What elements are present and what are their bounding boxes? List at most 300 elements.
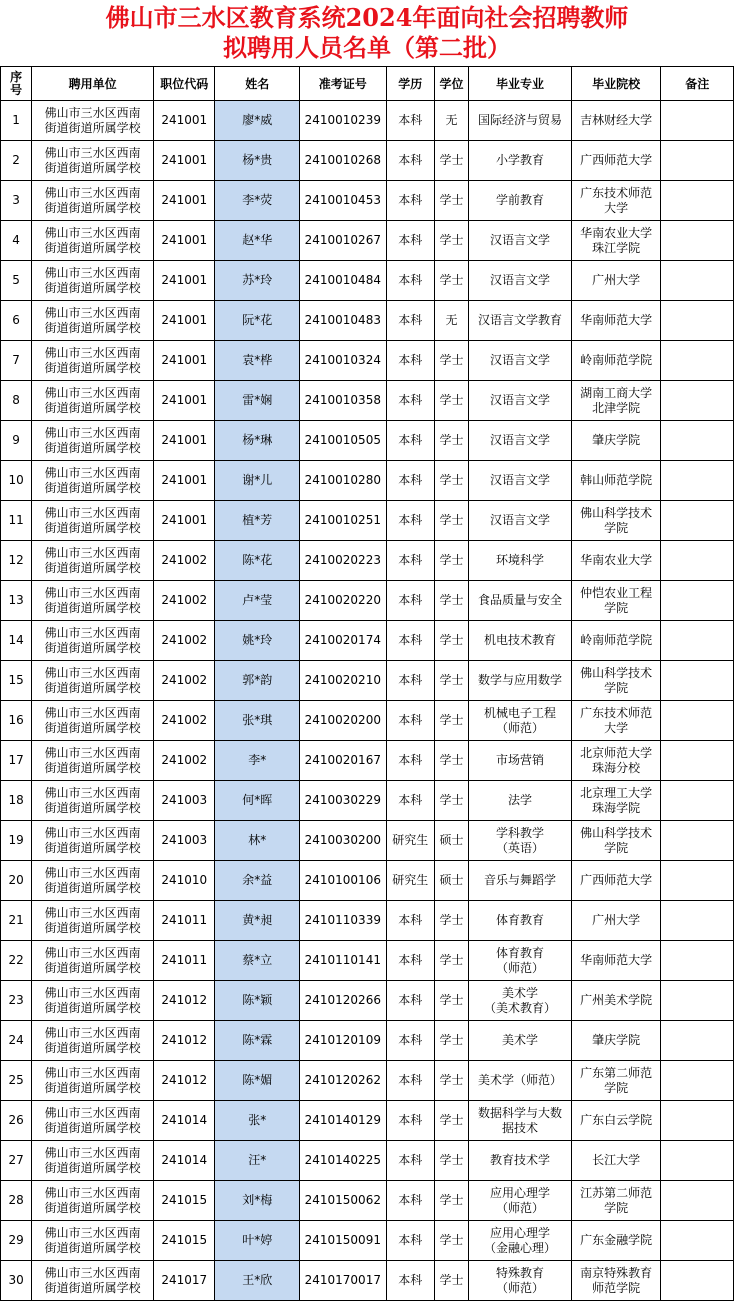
cell-unit: 佛山市三水区西南 街道街道所属学校 xyxy=(32,1101,154,1141)
cell-name: 林* xyxy=(215,821,300,861)
cell-major: 汉语言文学 xyxy=(469,261,572,301)
cell-name: 蔡*立 xyxy=(215,941,300,981)
table-row xyxy=(1,1101,734,1141)
cell-school: 吉林财经大学 xyxy=(571,101,661,141)
cell-no: 1 xyxy=(1,101,32,141)
cell-major: 机械电子工程 （师范） xyxy=(469,701,572,741)
cell-school: 韩山师范学院 xyxy=(571,461,661,501)
cell-name: 汪* xyxy=(215,1141,300,1181)
cell-unit: 佛山市三水区西南 街道街道所属学校 xyxy=(32,901,154,941)
title-line-2: 拟聘用人员名单（第二批） xyxy=(223,33,511,62)
cell-no: 19 xyxy=(1,821,32,861)
table-row xyxy=(1,821,734,861)
cell-note xyxy=(661,581,734,621)
table-row xyxy=(1,181,734,221)
cell-no: 25 xyxy=(1,1061,32,1101)
table-row xyxy=(1,1181,734,1221)
cell-major: 汉语言文学 xyxy=(469,221,572,261)
table-row xyxy=(1,1141,734,1181)
cell-school: 佛山科学技术 学院 xyxy=(571,821,661,861)
cell-note xyxy=(661,981,734,1021)
cell-major: 汉语言文学教育 xyxy=(469,301,572,341)
header-unit: 聘用单位 xyxy=(32,67,154,101)
cell-school: 北京理工大学 珠海学院 xyxy=(571,781,661,821)
table-row xyxy=(1,901,734,941)
cell-exam-id: 2410010484 xyxy=(300,261,387,301)
cell-name: 黄*昶 xyxy=(215,901,300,941)
cell-exam-id: 2410120262 xyxy=(300,1061,387,1101)
cell-unit: 佛山市三水区西南 街道街道所属学校 xyxy=(32,461,154,501)
cell-name: 余*益 xyxy=(215,861,300,901)
cell-code: 241001 xyxy=(154,221,215,261)
cell-education: 本科 xyxy=(386,1181,434,1221)
cell-no: 12 xyxy=(1,541,32,581)
cell-major: 体育教育 （师范） xyxy=(469,941,572,981)
cell-exam-id: 2410010280 xyxy=(300,461,387,501)
cell-note xyxy=(661,741,734,781)
cell-school: 华南师范大学 xyxy=(571,941,661,981)
cell-note xyxy=(661,861,734,901)
cell-name: 雷*娴 xyxy=(215,381,300,421)
cell-note xyxy=(661,1221,734,1261)
header-education: 学历 xyxy=(386,67,434,101)
cell-degree: 学士 xyxy=(434,1101,468,1141)
cell-exam-id: 2410020200 xyxy=(300,701,387,741)
cell-degree: 无 xyxy=(434,101,468,141)
cell-education: 本科 xyxy=(386,301,434,341)
cell-note xyxy=(661,141,734,181)
cell-major: 美术学 xyxy=(469,1021,572,1061)
cell-school: 北京师范大学 珠海分校 xyxy=(571,741,661,781)
cell-exam-id: 2410010267 xyxy=(300,221,387,261)
cell-degree: 学士 xyxy=(434,1181,468,1221)
cell-exam-id: 2410170017 xyxy=(300,1261,387,1301)
cell-note xyxy=(661,541,734,581)
cell-degree: 学士 xyxy=(434,781,468,821)
cell-no: 17 xyxy=(1,741,32,781)
cell-name: 杨*琳 xyxy=(215,421,300,461)
table-row xyxy=(1,1221,734,1261)
cell-unit: 佛山市三水区西南 街道街道所属学校 xyxy=(32,101,154,141)
cell-exam-id: 2410020174 xyxy=(300,621,387,661)
cell-education: 本科 xyxy=(386,501,434,541)
cell-name: 卢*莹 xyxy=(215,581,300,621)
cell-degree: 硕士 xyxy=(434,821,468,861)
table-row xyxy=(1,461,734,501)
table-row xyxy=(1,541,734,581)
cell-education: 本科 xyxy=(386,181,434,221)
cell-unit: 佛山市三水区西南 街道街道所属学校 xyxy=(32,301,154,341)
cell-name: 苏*玲 xyxy=(215,261,300,301)
cell-unit: 佛山市三水区西南 街道街道所属学校 xyxy=(32,941,154,981)
cell-unit: 佛山市三水区西南 街道街道所属学校 xyxy=(32,341,154,381)
cell-code: 241001 xyxy=(154,181,215,221)
cell-exam-id: 2410020220 xyxy=(300,581,387,621)
cell-name: 何*晖 xyxy=(215,781,300,821)
cell-education: 本科 xyxy=(386,461,434,501)
cell-unit: 佛山市三水区西南 街道街道所属学校 xyxy=(32,541,154,581)
cell-code: 241010 xyxy=(154,861,215,901)
cell-degree: 学士 xyxy=(434,141,468,181)
cell-unit: 佛山市三水区西南 街道街道所属学校 xyxy=(32,741,154,781)
cell-code: 241002 xyxy=(154,541,215,581)
cell-name: 王*欣 xyxy=(215,1261,300,1301)
header-row xyxy=(1,67,734,101)
table-row xyxy=(1,1261,734,1301)
cell-no: 5 xyxy=(1,261,32,301)
table-row xyxy=(1,421,734,461)
cell-exam-id: 2410010358 xyxy=(300,381,387,421)
cell-education: 研究生 xyxy=(386,861,434,901)
cell-note xyxy=(661,661,734,701)
cell-note xyxy=(661,221,734,261)
cell-school: 湖南工商大学 北津学院 xyxy=(571,381,661,421)
cell-name: 叶*婷 xyxy=(215,1221,300,1261)
cell-exam-id: 2410100106 xyxy=(300,861,387,901)
cell-no: 4 xyxy=(1,221,32,261)
cell-unit: 佛山市三水区西南 街道街道所属学校 xyxy=(32,501,154,541)
cell-unit: 佛山市三水区西南 街道街道所属学校 xyxy=(32,981,154,1021)
cell-unit: 佛山市三水区西南 街道街道所属学校 xyxy=(32,701,154,741)
cell-exam-id: 2410010483 xyxy=(300,301,387,341)
table-row xyxy=(1,381,734,421)
cell-education: 本科 xyxy=(386,141,434,181)
cell-code: 241012 xyxy=(154,1061,215,1101)
cell-note xyxy=(661,461,734,501)
cell-code: 241003 xyxy=(154,781,215,821)
cell-note xyxy=(661,421,734,461)
cell-education: 研究生 xyxy=(386,821,434,861)
cell-name: 姚*玲 xyxy=(215,621,300,661)
cell-name: 袁*桦 xyxy=(215,341,300,381)
cell-major: 音乐与舞蹈学 xyxy=(469,861,572,901)
cell-code: 241011 xyxy=(154,941,215,981)
candidate-table xyxy=(0,66,734,1301)
cell-no: 2 xyxy=(1,141,32,181)
cell-code: 241002 xyxy=(154,661,215,701)
cell-code: 241002 xyxy=(154,621,215,661)
cell-code: 241014 xyxy=(154,1101,215,1141)
table-row xyxy=(1,101,734,141)
table-row xyxy=(1,981,734,1021)
cell-unit: 佛山市三水区西南 街道街道所属学校 xyxy=(32,181,154,221)
cell-no: 3 xyxy=(1,181,32,221)
cell-major: 汉语言文学 xyxy=(469,381,572,421)
cell-name: 阮*花 xyxy=(215,301,300,341)
table-row xyxy=(1,781,734,821)
cell-exam-id: 2410030200 xyxy=(300,821,387,861)
cell-no: 26 xyxy=(1,1101,32,1141)
cell-name: 廖*威 xyxy=(215,101,300,141)
table-row xyxy=(1,701,734,741)
table-row xyxy=(1,741,734,781)
cell-degree: 学士 xyxy=(434,1221,468,1261)
cell-education: 本科 xyxy=(386,981,434,1021)
cell-major: 学前教育 xyxy=(469,181,572,221)
cell-education: 本科 xyxy=(386,221,434,261)
cell-degree: 学士 xyxy=(434,221,468,261)
cell-no: 30 xyxy=(1,1261,32,1301)
table-row xyxy=(1,341,734,381)
cell-education: 本科 xyxy=(386,261,434,301)
cell-major: 教育技术学 xyxy=(469,1141,572,1181)
cell-school: 广西师范大学 xyxy=(571,141,661,181)
cell-major: 汉语言文学 xyxy=(469,461,572,501)
cell-exam-id: 2410110141 xyxy=(300,941,387,981)
cell-degree: 学士 xyxy=(434,341,468,381)
cell-school: 广东技术师范 大学 xyxy=(571,181,661,221)
cell-unit: 佛山市三水区西南 街道街道所属学校 xyxy=(32,381,154,421)
cell-school: 佛山科学技术 学院 xyxy=(571,501,661,541)
cell-education: 本科 xyxy=(386,421,434,461)
cell-code: 241001 xyxy=(154,501,215,541)
cell-degree: 硕士 xyxy=(434,861,468,901)
cell-unit: 佛山市三水区西南 街道街道所属学校 xyxy=(32,221,154,261)
table-row xyxy=(1,301,734,341)
cell-degree: 学士 xyxy=(434,981,468,1021)
cell-note xyxy=(661,1181,734,1221)
cell-school: 广东白云学院 xyxy=(571,1101,661,1141)
cell-name: 植*芳 xyxy=(215,501,300,541)
cell-unit: 佛山市三水区西南 街道街道所属学校 xyxy=(32,1261,154,1301)
cell-code: 241001 xyxy=(154,341,215,381)
cell-exam-id: 2410140129 xyxy=(300,1101,387,1141)
cell-degree: 学士 xyxy=(434,1061,468,1101)
cell-code: 241001 xyxy=(154,421,215,461)
cell-note xyxy=(661,621,734,661)
cell-note xyxy=(661,501,734,541)
cell-no: 9 xyxy=(1,421,32,461)
cell-school: 南京特殊教育 师范学院 xyxy=(571,1261,661,1301)
cell-school: 肇庆学院 xyxy=(571,421,661,461)
cell-degree: 学士 xyxy=(434,581,468,621)
cell-no: 13 xyxy=(1,581,32,621)
cell-degree: 学士 xyxy=(434,901,468,941)
cell-no: 20 xyxy=(1,861,32,901)
table-row xyxy=(1,501,734,541)
cell-degree: 学士 xyxy=(434,541,468,581)
cell-degree: 学士 xyxy=(434,421,468,461)
cell-name: 刘*梅 xyxy=(215,1181,300,1221)
cell-degree: 学士 xyxy=(434,461,468,501)
cell-note xyxy=(661,261,734,301)
cell-unit: 佛山市三水区西南 街道街道所属学校 xyxy=(32,621,154,661)
cell-major: 小学教育 xyxy=(469,141,572,181)
cell-education: 本科 xyxy=(386,101,434,141)
cell-name: 张*琪 xyxy=(215,701,300,741)
cell-school: 长江大学 xyxy=(571,1141,661,1181)
cell-education: 本科 xyxy=(386,581,434,621)
table-row xyxy=(1,581,734,621)
cell-note xyxy=(661,181,734,221)
cell-code: 241015 xyxy=(154,1181,215,1221)
cell-note xyxy=(661,341,734,381)
cell-note xyxy=(661,101,734,141)
cell-name: 赵*华 xyxy=(215,221,300,261)
cell-degree: 学士 xyxy=(434,941,468,981)
cell-major: 食品质量与安全 xyxy=(469,581,572,621)
cell-exam-id: 2410010453 xyxy=(300,181,387,221)
cell-unit: 佛山市三水区西南 街道街道所属学校 xyxy=(32,1221,154,1261)
cell-exam-id: 2410150062 xyxy=(300,1181,387,1221)
header-exam-id: 准考证号 xyxy=(300,67,387,101)
header-degree: 学位 xyxy=(434,67,468,101)
cell-exam-id: 2410020223 xyxy=(300,541,387,581)
cell-school: 仲恺农业工程 学院 xyxy=(571,581,661,621)
cell-no: 6 xyxy=(1,301,32,341)
header-code: 职位代码 xyxy=(154,67,215,101)
cell-code: 241001 xyxy=(154,461,215,501)
cell-education: 本科 xyxy=(386,781,434,821)
cell-name: 郭*韵 xyxy=(215,661,300,701)
cell-exam-id: 2410010324 xyxy=(300,341,387,381)
table-row xyxy=(1,1021,734,1061)
cell-degree: 学士 xyxy=(434,1021,468,1061)
cell-code: 241001 xyxy=(154,101,215,141)
cell-name: 李* xyxy=(215,741,300,781)
cell-code: 241002 xyxy=(154,741,215,781)
cell-name: 杨*贵 xyxy=(215,141,300,181)
cell-degree: 学士 xyxy=(434,181,468,221)
cell-code: 241017 xyxy=(154,1261,215,1301)
cell-no: 7 xyxy=(1,341,32,381)
cell-exam-id: 2410010505 xyxy=(300,421,387,461)
cell-school: 广东第二师范 学院 xyxy=(571,1061,661,1101)
cell-note xyxy=(661,1101,734,1141)
cell-no: 8 xyxy=(1,381,32,421)
cell-degree: 学士 xyxy=(434,741,468,781)
cell-note xyxy=(661,381,734,421)
cell-no: 10 xyxy=(1,461,32,501)
cell-note xyxy=(661,821,734,861)
cell-exam-id: 2410020210 xyxy=(300,661,387,701)
cell-no: 18 xyxy=(1,781,32,821)
cell-unit: 佛山市三水区西南 街道街道所属学校 xyxy=(32,421,154,461)
table-row xyxy=(1,141,734,181)
cell-major: 汉语言文学 xyxy=(469,501,572,541)
cell-no: 21 xyxy=(1,901,32,941)
table-row xyxy=(1,861,734,901)
cell-exam-id: 2410010251 xyxy=(300,501,387,541)
cell-name: 陈*颖 xyxy=(215,981,300,1021)
table-row xyxy=(1,621,734,661)
cell-major: 体育教育 xyxy=(469,901,572,941)
header-no: 序 号 xyxy=(1,67,32,101)
cell-degree: 学士 xyxy=(434,661,468,701)
cell-degree: 学士 xyxy=(434,501,468,541)
cell-no: 22 xyxy=(1,941,32,981)
cell-education: 本科 xyxy=(386,1261,434,1301)
cell-code: 241012 xyxy=(154,1021,215,1061)
cell-school: 肇庆学院 xyxy=(571,1021,661,1061)
cell-school: 广西师范大学 xyxy=(571,861,661,901)
cell-education: 本科 xyxy=(386,741,434,781)
cell-exam-id: 2410010239 xyxy=(300,101,387,141)
cell-no: 28 xyxy=(1,1181,32,1221)
cell-unit: 佛山市三水区西南 街道街道所属学校 xyxy=(32,861,154,901)
cell-education: 本科 xyxy=(386,1221,434,1261)
table-row xyxy=(1,661,734,701)
cell-unit: 佛山市三水区西南 街道街道所属学校 xyxy=(32,1021,154,1061)
cell-code: 241012 xyxy=(154,981,215,1021)
cell-major: 汉语言文学 xyxy=(469,421,572,461)
cell-school: 岭南师范学院 xyxy=(571,621,661,661)
cell-education: 本科 xyxy=(386,701,434,741)
cell-name: 陈*媚 xyxy=(215,1061,300,1101)
cell-no: 11 xyxy=(1,501,32,541)
cell-degree: 学士 xyxy=(434,1141,468,1181)
cell-code: 241003 xyxy=(154,821,215,861)
cell-education: 本科 xyxy=(386,1061,434,1101)
cell-note xyxy=(661,1261,734,1301)
cell-education: 本科 xyxy=(386,621,434,661)
table-row xyxy=(1,261,734,301)
cell-major: 美术学（师范） xyxy=(469,1061,572,1101)
cell-school: 华南师范大学 xyxy=(571,301,661,341)
cell-exam-id: 2410020167 xyxy=(300,741,387,781)
cell-note xyxy=(661,941,734,981)
cell-no: 23 xyxy=(1,981,32,1021)
cell-school: 岭南师范学院 xyxy=(571,341,661,381)
cell-note xyxy=(661,901,734,941)
cell-no: 14 xyxy=(1,621,32,661)
cell-major: 汉语言文学 xyxy=(469,341,572,381)
cell-major: 应用心理学 （师范） xyxy=(469,1181,572,1221)
cell-exam-id: 2410140225 xyxy=(300,1141,387,1181)
cell-education: 本科 xyxy=(386,541,434,581)
cell-name: 李*荧 xyxy=(215,181,300,221)
cell-education: 本科 xyxy=(386,1101,434,1141)
cell-degree: 学士 xyxy=(434,1261,468,1301)
cell-degree: 学士 xyxy=(434,621,468,661)
header-school: 毕业院校 xyxy=(571,67,661,101)
cell-note xyxy=(661,1061,734,1101)
cell-exam-id: 2410110339 xyxy=(300,901,387,941)
cell-code: 241001 xyxy=(154,301,215,341)
cell-school: 广东技术师范 大学 xyxy=(571,701,661,741)
page-title xyxy=(0,0,734,66)
cell-school: 华南农业大学 xyxy=(571,541,661,581)
header-name: 姓名 xyxy=(215,67,300,101)
cell-unit: 佛山市三水区西南 街道街道所属学校 xyxy=(32,821,154,861)
cell-major: 机电技术教育 xyxy=(469,621,572,661)
cell-code: 241015 xyxy=(154,1221,215,1261)
cell-note xyxy=(661,701,734,741)
cell-note xyxy=(661,301,734,341)
cell-name: 谢*儿 xyxy=(215,461,300,501)
cell-name: 陈*霖 xyxy=(215,1021,300,1061)
cell-code: 241014 xyxy=(154,1141,215,1181)
cell-education: 本科 xyxy=(386,381,434,421)
cell-no: 27 xyxy=(1,1141,32,1181)
cell-unit: 佛山市三水区西南 街道街道所属学校 xyxy=(32,1181,154,1221)
title-line-1: 佛山市三水区教育系统2024年面向社会招聘教师 xyxy=(105,3,629,32)
cell-education: 本科 xyxy=(386,901,434,941)
cell-degree: 学士 xyxy=(434,701,468,741)
cell-degree: 无 xyxy=(434,301,468,341)
cell-major: 学科教学 （英语） xyxy=(469,821,572,861)
header-note: 备注 xyxy=(661,67,734,101)
header-major: 毕业专业 xyxy=(469,67,572,101)
cell-major: 市场营销 xyxy=(469,741,572,781)
cell-unit: 佛山市三水区西南 街道街道所属学校 xyxy=(32,781,154,821)
cell-major: 法学 xyxy=(469,781,572,821)
cell-degree: 学士 xyxy=(434,261,468,301)
cell-note xyxy=(661,1021,734,1061)
table-row xyxy=(1,221,734,261)
cell-major: 特殊教育 （师范） xyxy=(469,1261,572,1301)
cell-no: 15 xyxy=(1,661,32,701)
